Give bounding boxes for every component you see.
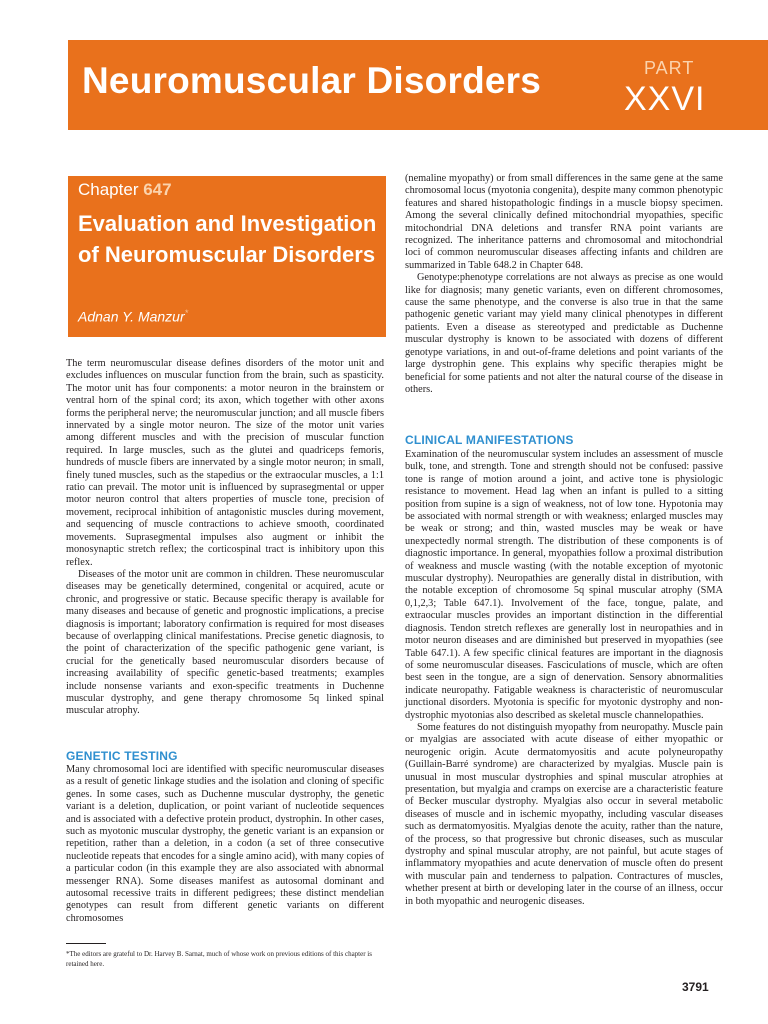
paragraph: Some features do not distinguish myopathy from neuropathy. Muscle pain or myalgias are associated with acute disease of either myopathic or neurogenic origin. Acute dermatomyositis and acute polyneuropathy (Guillain-Barré syndrome) are characterized by myalgias. Muscle pain is unusual in most muscular dystrophies and spinal muscular atrophies at presentation, but myalgia and cramps on exercise are a characteristic feature of Becker muscular dystrophy. Myalgias also occur in several metabolic diseases of muscle and in ischemic myopathy, including vascular diseases such as dermatomyositis. Myalgias denote the acuity, rather than the nature, of the process, so that progressive but chronic diseases, such as muscular dystrophy and spinal muscular atrophy, are not painful, but acute stages of inflammatory myopathies and acute denervation of muscle often do present with muscular pain and tenderness to palpation. Contractures of muscles, whether present at birth or developing later in the course of an illness, occur in both myopathic and neurogenic diseases. [405, 721, 723, 907]
chapter-author [78, 308, 188, 325]
continued-text [405, 173, 723, 396]
part-number: XXVI [624, 80, 706, 118]
paragraph: Genotype:phenotype correlations are not always as precise as one would like for diagnosis; many genetic variants, even on different chromosomes, cause the same phenotype, and the converse is also true in that the same pathogenic genetic variant may yield many clinical phenotypes in different patients. Even a disease as stereotyped and predictable as Duchenne muscular dystrophy is known to be associated with dozens of different genotype variations, in and out-of-frame deletions and point variants of the large dystrophin gene. This explains why specific therapies might be beneficial for some patients and not alter the natural course of the disease in others. [405, 272, 723, 395]
part-title: Neuromuscular Disorders [82, 60, 542, 101]
chapter-title: Evaluation and Investigation of Neuromuscular Disorders [78, 211, 377, 267]
section-heading-genetic-testing: GENETIC TESTING [66, 749, 178, 763]
paragraph: Examination of the neuromuscular system includes an assessment of muscle bulk, tone, and strength. Tone and strength should not be confused: passive tone is range of motion around a joint, and active tone is physiologic resistance to movement. Head lag when an infant is pulled to a sitting position from supine is a sign of weakness, not of low tone. Hypotonia may be associated with normal strength or with weakness; enlarged muscles may be weak or strong; and thin, wasted muscles may be weak or have unexpectedly normal strength. The distribution of these components is of diagnostic importance. In general, myopathies follow a proximal distribution of weakness and muscle wasting (with the notable exception of myotonic muscular dystrophy). Neuropathies are generally distal in distribution, with the notable exception of chromosome 5q spinal muscular atrophy (SMA 0,1,2,3; Table 647.1). Involvement of the face, tongue, palate, and extraocular muscles provides an important distinction in the differential diagnosis. Tendon stretch reflexes are generally lost in neuropathies and in motor neuron diseases and are diminished but preserved in myopathies (see Table 647.1). A few specific clinical features are important in the diagnosis of some neuromuscular diseases. Fasciculations of muscle, which are often best seen in the tongue, are a sign of denervation. Sensory abnormalities indicate neuropathy. Fatigable weakness is characteristic of neuromuscular junctional disorders. Myotonia is specific for myotonic dystrophy and non-dystrophic myotonias also described as skeletal muscle channelopathies. [405, 449, 723, 721]
footnote: *The editors are grateful to Dr. Harvey B. Sarnat, much of whose work on previous editions of this chapter is retained here. [66, 950, 372, 968]
clinical-manifestations-text [405, 449, 723, 908]
part-banner [68, 40, 768, 130]
chapter-number: 647 [143, 180, 172, 199]
paragraph: (nemaline myopathy) or from small differences in the same gene at the same chromosomal locus (myotonia congenita), despite many common phenotypic features and shared histopathologic findings in a muscle biopsy specimen. Among the several clinically defined mitochondrial myopathies, specific mitochondrial DNA deletions and transfer RNA point variants are recognized. The inheritance patterns and chromosomal and mitochondrial loci of common neuromuscular diseases affecting infants and children are summarized in Table 648.2 in Chapter 648. [405, 173, 723, 271]
paragraph: Diseases of the motor unit are common in children. These neuromuscular diseases may be genetically determined, congenital or acquired, acute or chronic, and progressive or static. Because specific therapy is available for many diseases and because of genetic and prognostic implications, a precise diagnosis is important; laboratory confirmation is required for most diseases because of overlapping clinical manifestations. Precise genetic diagnosis, to the point of characterization of the specific pathogenic gene variant, is crucial for the genetically based neuromuscular disorders because of increasing availability of specific genetic-based treatments; examples include nonsense variants and exon-specific treatments in Duchenne muscular dystrophy, and gene therapy chromosome 5q linked spinal muscular atrophy. [66, 568, 384, 717]
paragraph: The term neuromuscular disease defines disorders of the motor unit and excludes influences on muscular function from the brain, such as spasticity. The motor unit has four components: a motor neuron in the brainstem or ventral horn of the spinal cord; its axon, which together with other axons forms the peripheral nerve; the neuromuscular junction; and all muscle fibers innervated by a single motor neuron. The size of the motor unit varies among different muscles and with the precision of muscular function required. In large muscles, such as the glutei and quadriceps femoris, hundreds of muscle fibers are innervated by a single motor neuron; in small, finely tuned muscles, such as the stapedius or the extraocular muscles, a 1:1 ratio can prevail. The motor unit is influenced by suprasegmental or upper motor neuron control that alters properties of muscle tone, precision of movement, reciprocal inhibition of antagonistic muscles during movement, and sequencing of muscle contractions to achieve smooth, coordinated movements. Suprasegmental impulses also augment or inhibit the monosynaptic stretch reflex; the corticospinal tract is inhibitory upon this reflex. [66, 358, 384, 568]
author-footnote-mark: * [184, 308, 189, 318]
footnote-divider [66, 943, 106, 944]
author-name: Adnan Y. Manzur [78, 308, 185, 325]
chapter-header [68, 176, 386, 337]
chapter-label-text: Chapter [78, 180, 139, 199]
page-number: 3791 [682, 980, 709, 994]
genetic-testing-text [66, 764, 384, 925]
section-heading-clinical-manifestations: CLINICAL MANIFESTATIONS [405, 433, 574, 447]
paragraph: Many chromosomal loci are identified with specific neuromuscular diseases as a result of genetic linkage studies and the isolation and cloning of specific genes. In some cases, such as Duchenne muscular dystrophy, the genetic variant is a deletion, duplication, or point variant of nucleotide sequences and is associated with a defective protein product, dystrophin. In other cases, such as myotonic muscular dystrophy, the genetic variant is an expansion or repetition, rather than a deletion, in a codon (a set of three consecutive nucleotide repeats that encodes for a single amino acid), with many copies of a particular codon (in this example they are also associated with abnormal messenger RNA). Some diseases manifest as autosomal dominant and autosomal recessive traits in different pedigrees; these distinct mendelian genotypes can result from different genetic variants on different chromosomes [66, 764, 384, 924]
chapter-label [78, 180, 172, 200]
intro-text [66, 358, 384, 718]
part-label: PART [644, 58, 695, 78]
